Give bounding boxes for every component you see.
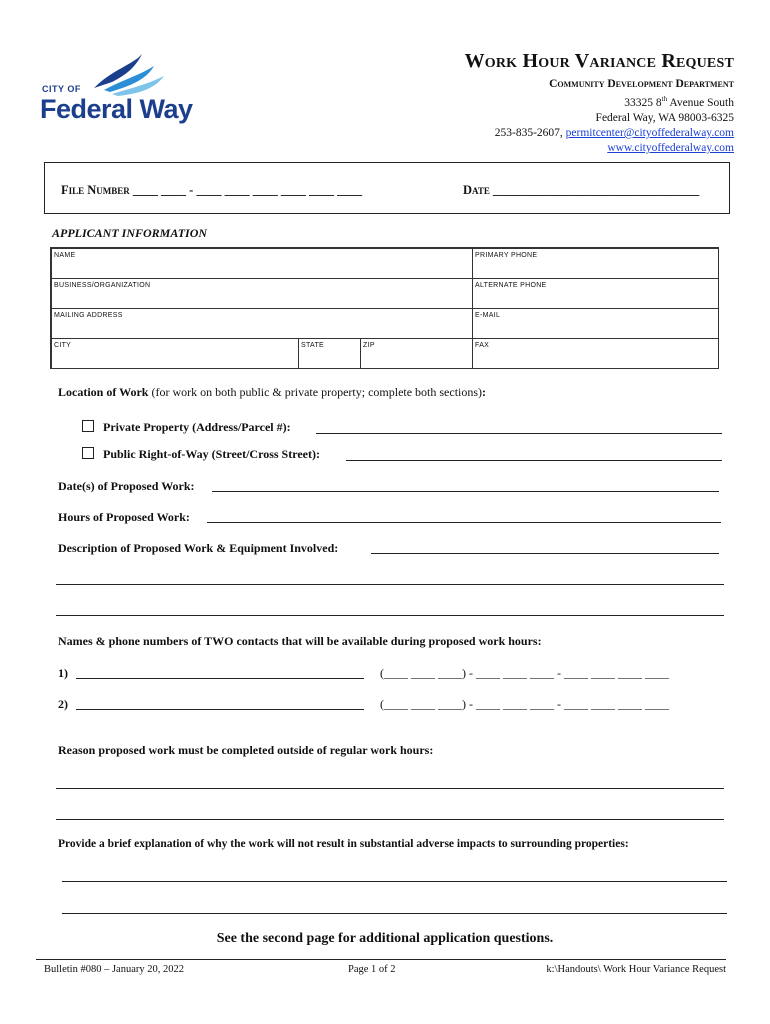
applicant-info-table — [50, 247, 719, 369]
file-number-box — [44, 162, 730, 214]
footer-divider — [36, 959, 726, 960]
contact-line: 253-835-2607, permitcenter@cityoffederalway.com — [494, 126, 734, 139]
public-row-option: Public Right-of-Way (Street/Cross Street): — [82, 447, 320, 462]
department-name: Community Development Department — [549, 78, 734, 90]
logo-name: Federal Way — [40, 94, 193, 124]
primary-phone-field[interactable]: PRIMARY PHONE — [472, 248, 719, 279]
zip-field[interactable]: ZIP — [360, 338, 473, 369]
date-field[interactable]: Date _________________________________ — [463, 183, 700, 197]
applicant-info-heading: APPLICANT INFORMATION — [52, 226, 208, 240]
page-title: Work Hour Variance Request — [464, 50, 734, 72]
second-page-note: See the second page for additional application questions. — [216, 931, 554, 946]
private-property-line[interactable] — [316, 433, 722, 434]
description-line-2[interactable] — [56, 584, 724, 585]
reason-label: Reason proposed work must be completed outside of regular work hours: — [58, 743, 434, 757]
footer-bulletin: Bulletin #080 – January 20, 2022 — [44, 964, 184, 975]
contacts-label: Names & phone numbers of TWO contacts that will be available during proposed work hours: — [58, 634, 542, 648]
file-number-field[interactable]: File Number ____ ____ - ____ ____ ____ ____ ____ ____ — [61, 183, 363, 197]
description-line-3[interactable] — [56, 615, 724, 616]
hours-line[interactable] — [207, 522, 721, 523]
email-field[interactable]: E-MAIL — [472, 308, 719, 339]
hours-label: Hours of Proposed Work: — [58, 510, 190, 524]
state-field[interactable]: STATE — [298, 338, 361, 369]
alternate-phone-field[interactable]: ALTERNATE PHONE — [472, 278, 719, 309]
reason-line-2[interactable] — [56, 819, 724, 820]
public-row-checkbox[interactable] — [82, 447, 94, 459]
address-line-1: 33325 8th Avenue South — [624, 95, 734, 109]
website-link[interactable]: www.cityoffederalway.com — [607, 141, 734, 154]
dates-label: Date(s) of Proposed Work: — [58, 479, 195, 493]
contact-2-phone[interactable]: (____ ____ ____) - ____ ____ ____ - ____ ____ ____ ____ — [380, 697, 669, 711]
header — [304, 50, 734, 156]
contact-2-name-line[interactable] — [76, 709, 364, 710]
contact-1-label: 1) — [58, 666, 68, 680]
website-line — [304, 141, 734, 156]
description-label: Description of Proposed Work & Equipment Involved: — [58, 541, 339, 555]
explanation-label: Provide a brief explanation of why the work will not result in substantial adverse impacts to surrounding properties: — [58, 838, 629, 850]
email-link[interactable]: permitcenter@cityoffederalway.com — [565, 126, 734, 139]
footer-page-number: Page 1 of 2 — [348, 964, 396, 975]
wave-logo-icon — [92, 50, 172, 96]
dates-line[interactable] — [212, 491, 719, 492]
name-field[interactable]: NAME — [51, 248, 473, 279]
description-line-1[interactable] — [371, 553, 719, 554]
footer-path: k:\Handouts\ Work Hour Variance Request — [546, 964, 726, 975]
fax-field[interactable]: FAX — [472, 338, 719, 369]
contact-1-name-line[interactable] — [76, 678, 364, 679]
explanation-line-2[interactable] — [62, 913, 727, 914]
reason-line-1[interactable] — [56, 788, 724, 789]
private-property-checkbox[interactable] — [82, 420, 94, 432]
contact-2-label: 2) — [58, 697, 68, 711]
location-of-work-label: Location of Work (for work on both public & private property; complete both sections): — [58, 385, 487, 399]
address-line-2: Federal Way, WA 98003-6325 — [595, 111, 734, 124]
explanation-line-1[interactable] — [62, 881, 727, 882]
public-row-line[interactable] — [346, 460, 722, 461]
city-field[interactable]: CITY — [51, 338, 299, 369]
private-property-option: Private Property (Address/Parcel #): — [82, 420, 291, 435]
city-logo — [40, 50, 193, 130]
contact-1-phone[interactable]: (____ ____ ____) - ____ ____ ____ - ____ ____ ____ ____ — [380, 666, 669, 680]
logo-city-of: CITY OF — [42, 84, 81, 94]
business-field[interactable]: BUSINESS/ORGANIZATION — [51, 278, 473, 309]
mailing-address-field[interactable]: MAILING ADDRESS — [51, 308, 473, 339]
